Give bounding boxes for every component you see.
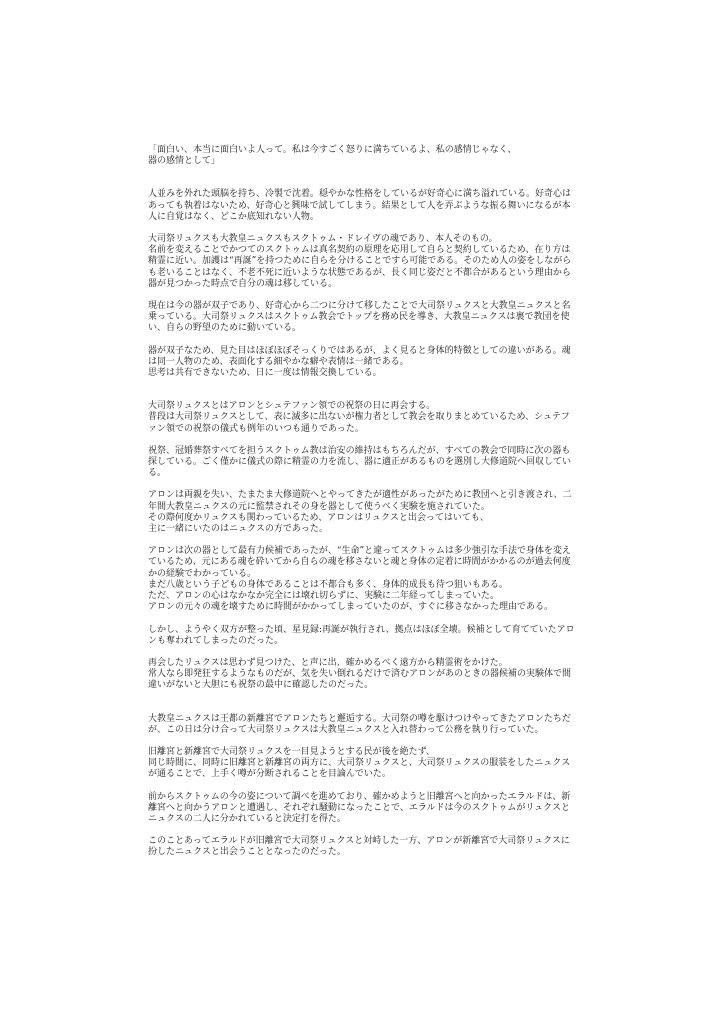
paragraph: アロンは次の器として最有力候補であったが、“生命”と違ってスクトゥムは多少強引な手法で身体を変えているため、元にある魂を砕いてから自らの魂を移さないと魂と身体の定着に時間がかかるのが過去何度かの経験でわかっている。 まだ八歳という子どもの身体であることは不都合も多く、身体的成長も待つ狙いもある。 ただ、アロンの心はなかなか完全には壊れ切らずに、実験に二年経ってしまっていた。 アロンの元々の魂を壊すために時間がかかってしまっていたのが、すぐに移さなかった理由である。 bbox=[148, 546, 571, 613]
document-page bbox=[148, 145, 578, 859]
spacer bbox=[148, 167, 578, 189]
paragraph: しかし、ようやく双方が整った頃、星見録:再誕が執行され、拠点はほぼ全壊。候補として育てていたアロンも奪われてしまったのだった。 bbox=[148, 624, 575, 646]
paragraph: 現在は今の器が双子であり、好奇心から二つに分けて移したことで大司祭リュクスと大教皇ニュクスと名乗っている。大司祭リュクスはスクトゥム教会でトップを務め民を導き、大教皇ニュクスは裏で教団を使い、自らの野望のために動いている。 bbox=[148, 301, 571, 334]
paragraph: アロンは両親を失い、たまたま大修道院へとやってきたが適性があったがために教団へと引き渡され、二年間大教皇ニュクスの元に監禁されその身を器として使うべく実験を施されていた。 その際何度かリュクスも関わっているため、アロンはリュクスと出会ってはいても、 主に一緒にいたのはニュクスの方であった。 bbox=[148, 490, 572, 535]
opening-quote: 「面白い、本当に面白いよ人って。私は今すごく怒りに満ちているよ、私の感情じゃなく、 器の感情として」 bbox=[148, 145, 517, 167]
paragraph: 大司祭リュクスも大教皇ニュクスもスクトゥム・ドレイヴの魂であり、本人そのもの。 名前を変えることでかつてのスクトゥムは真名契約の原理を応用して自らと契約しているため、在り方は精霊に近い。加護は“再誕”を持つために自らを分けることですら可能である。そのため人の姿をしながらも老いることはなく、不老不死に近いような状態であるが、長く同じ姿だと不都合があるという理由から器が見つかった時点で自分の魂は移している。 bbox=[148, 234, 572, 289]
spacer bbox=[148, 692, 578, 714]
paragraph: このことあってエラルドが旧離宮で大司祭リュクスと対峙した一方、アロンが新離宮で大司祭リュクスに扮したニュクスと出会うこととなったのだった。 bbox=[148, 836, 570, 858]
paragraph: 器が双子なため、見た目はほぼほぼそっくりではあるが、よく見ると身体的特徴としての違いがある。魂は同一人物のため、表面化する細やかな癖や表情は一緒である。 思考は共有できないため、日に一度は情報交換している。 bbox=[148, 345, 571, 379]
section-lux bbox=[148, 401, 578, 691]
paragraph: 旧離宮と新離宮で大司祭リュクスを一目見ようとする民が後を絶たず、 同じ時間に、同時に旧離宮と新離宮の両方に、大司祭リュクスと、大司祭リュクスの服装をしたニュクスが通ることで、上手く噂が分断されることを目論んでいた。 bbox=[148, 746, 571, 780]
section-personality bbox=[148, 189, 578, 379]
paragraph: 再会したリュクスは思わず見つけた、と声に出、確かめるべく遠方から精霊術をかけた。 常人なら即発狂するようなものだが、気を失い倒れるだけで済むアロンがあのときの器候補の実験体で間違いがないと大胆にも祝祭の最中に確認したのだった。 bbox=[148, 657, 572, 691]
paragraph: 祝祭、冠婚葬祭すべてを担うスクトゥム教は治安の維持はもちろんだが、すべての教会で同時に次の器も探している。ごく僅かに儀式の際に精霊の力を流し、器に適正があるものを選別し大修道院へ回収している。 bbox=[148, 445, 572, 479]
section-nyx bbox=[148, 714, 578, 859]
spacer bbox=[148, 379, 578, 401]
paragraph: 人並みを外れた頭脳を持ち、冷製で沈着。穏やかな性格をしているが好奇心に満ち溢れている。好奇心はあっても執着はないため、好奇心と興味で試してしまう。結果として人を弄ぶような振る舞いになるが本人に自覚はなく、どこか底知れない人物。 bbox=[148, 189, 572, 222]
paragraph: 前からスクトゥムの今の姿について調べを進めており、確かめようと旧離宮へと向かったエラルドは、新離宮へと向かうアロンと遭遇し、それぞれ騒動になったことで、エラルドは今のスクトゥムがリュクスとニュクスの二人に分かれていると決定打を得た。 bbox=[148, 791, 571, 824]
paragraph: 大司祭リュクスとはアロンとシュテファン領での祝祭の日に再会する。 普段は大司祭リュクスとして、表に滅多に出ないが権力者として教会を取りまとめているため、シュテファン領での祝祭の儀式も例年のいつも通りであった。 bbox=[148, 401, 570, 434]
paragraph: 大教皇ニュクスは王都の新離宮でアロンたちと邂逅する。大司祭の噂を駆けつけやってきたアロンたちだが、この日は分け合って大司祭リュクスは大教皇ニュクスと入れ替わって公務を執り行っていた。 bbox=[148, 713, 571, 735]
